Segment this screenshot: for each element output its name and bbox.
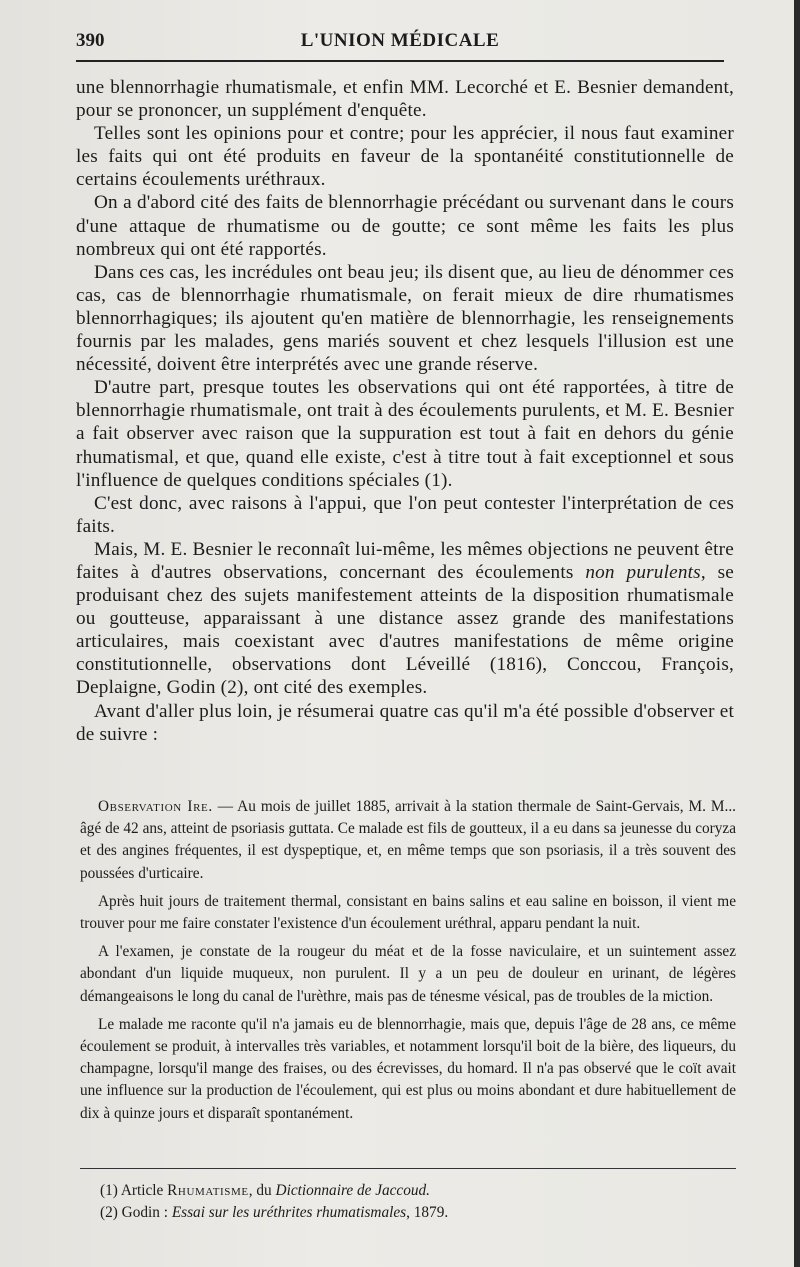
main-text <box>76 76 734 746</box>
paragraph: D'autre part, presque toutes les observations qui ont été rapportées, à titre de blennorrhagie rhumatismale, ont trait à des écoulements purulents, et M. E. Besnier a fait observer avec raison que la suppuration est tout à fait en dehors du génie rhumatismal, et que, quand elle existe, c'est à titre tout à fait exceptionnel et sous l'influence de quelques conditions spéciales (1). <box>76 377 734 491</box>
paragraph: Avant d'aller plus loin, je résumerai quatre cas qu'il m'a été possible d'observer et de suivre : <box>76 700 734 745</box>
text-run: — Au mois de juillet 1885, arrivait à la station thermale de Saint-Gervais, M. M... âgé de 42 ans, atteint de psoriasis guttata. Ce malade est fils de goutteux, il a eu dans sa jeunesse du coryza et des angines fréquentes, il est dyspeptique, et, en même temps que son psoriasis, il a très souvent des poussées d'urticaire. <box>80 798 736 882</box>
header-rule <box>76 60 724 62</box>
text-run: , se produisant chez des sujets manifestement atteints de la disposition rhumatismale ou goutteuse, apparaissant à une distance assez grande des manifestations articulaires, mais coexistant avec d'autres manifestations de même origine constitutionnelle, observations dont Léveillé (1816), Conccou, François, Deplaigne, Godin (2), ont cité des exemples. <box>76 561 734 699</box>
paragraph: une blennorrhagie rhumatismale, et enfin MM. Lecorché et E. Besnier demandent, pour se prononcer, un supplément d'enquête. <box>76 77 734 122</box>
paragraph: Dans ces cas, les incrédules ont beau jeu; ils disent que, au lieu de dénommer ces cas, cas de blennorrhagie rhumatismale, on ferait mieux de dire rhumatismes blennorrhagiques; ils ajoutent qu'en matière de blennorrhagie, les renseignements fournis par les malades, gens mariés souvent et chez lesquels l'illusion est une nécessité, doivent être interprétés avec une grande réserve. <box>76 261 734 376</box>
page-number: 390 <box>76 30 105 51</box>
footnote <box>100 1180 730 1202</box>
observation-label: Observation Ire. <box>98 798 213 815</box>
footnotes <box>100 1180 730 1224</box>
text-run: (2) Godin : <box>100 1204 172 1221</box>
paragraph: Telles sont les opinions pour et contre; pour les apprécier, il nous faut examiner les faits qui ont été produits en faveur de la spontanéité constitutionnelle de certains écoulements uréthraux. <box>76 123 734 191</box>
paragraph <box>76 538 734 700</box>
observation-block <box>80 796 736 1131</box>
text-run: Mais, M. E. Besnier le reconnaît lui-même, les mêmes objections ne peuvent être faites à d'autres observations, concernant des écoulements <box>76 538 734 583</box>
text-run: , 1879. <box>406 1204 449 1221</box>
italic-title: Essai sur les uréthrites rhumatismales <box>171 1204 407 1221</box>
observation-paragraph: A l'examen, je constate de la rougeur du méat et de la fosse naviculaire, et un suintement assez abondant d'un liquide muqueux, non purulent. Il y a un peu de douleur en urinant, de légères démangeaisons le long du canal de l'urèthre, mais pas de ténesme vésical, pas de troubles de la miction. <box>80 943 736 1005</box>
observation-paragraph: Après huit jours de traitement thermal, consistant en bains salins et eau saline en boisson, il vient me trouver pour me faire constater l'existence d'un écoulement uréthral, apparu pendant la nuit. <box>80 892 736 933</box>
small-caps-term: Rhumatisme <box>167 1182 249 1199</box>
journal-title: L'UNION MÉDICALE <box>300 30 500 51</box>
paragraph: On a d'abord cité des faits de blennorrhagie précédant ou survenant dans le cours d'une attaque de rhumatisme ou de goutte; ce sont même les faits les plus nombreux qui ont été rapportés. <box>76 192 734 260</box>
running-header <box>76 30 724 54</box>
italic-term: non purulents <box>585 561 701 583</box>
text-run: , du <box>248 1182 276 1199</box>
observation-paragraph: Le malade me raconte qu'il n'a jamais eu de blennorrhagie, mais que, depuis l'âge de 28 ans, ce même écoulement se produit, à intervalles très variables, et notamment lorsqu'il boit de la bière, des liqueurs, du champagne, lorsqu'il mange des fraises, ou des écrevisses, du homard. Il n'a pas observé que le coït avait une influence sur la production de l'écoulement, qui est plus ou moins abondant et dure habituellement de dix à quinze jours et disparaît spontanément. <box>80 1015 736 1122</box>
page-edge <box>794 0 800 1267</box>
paragraph: C'est donc, avec raisons à l'appui, que l'on peut contester l'interprétation de ces faits. <box>76 492 734 537</box>
footnote-rule <box>80 1168 736 1169</box>
italic-title: Dictionnaire de Jaccoud. <box>275 1182 430 1199</box>
footnote <box>100 1202 730 1224</box>
observation-paragraph <box>80 796 736 885</box>
text-run: (1) Article <box>100 1182 168 1199</box>
